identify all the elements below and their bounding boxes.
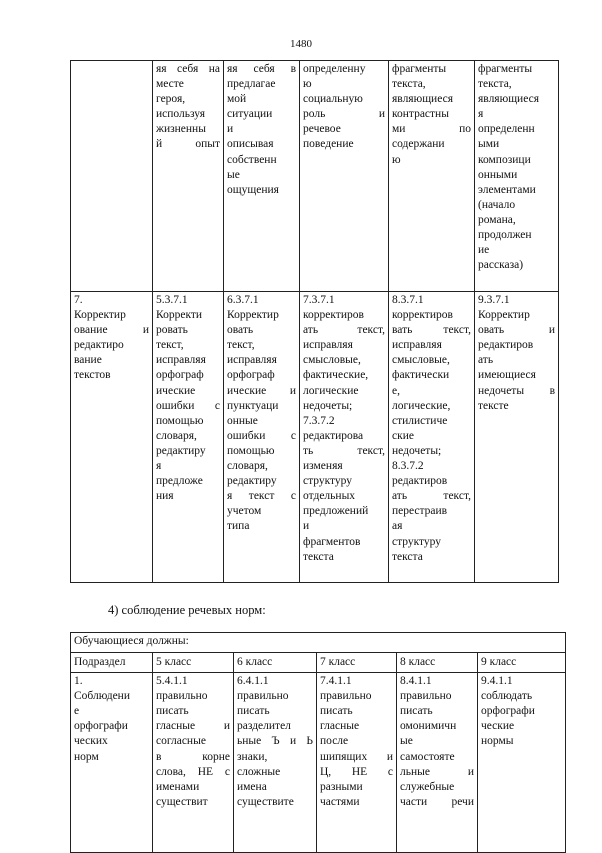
cell-text-line: героя, [156,93,186,106]
cell-text-line: стилистиче [392,414,448,427]
cell-text-line: орфограф [227,369,275,382]
cell-text-line: я [156,460,162,473]
cell-text-line: знаки, [237,750,268,763]
cell-text-line: фрагменты [478,63,533,75]
cell-text-line: редактирова [303,429,364,442]
table-cell [153,61,224,292]
cell-text-line: 9.3.7.1 [478,294,510,306]
column-header: 7 класс [317,653,397,673]
cell-text-line: 7.4.1.1 [320,675,352,688]
cell-text-line: месте [156,78,184,91]
cell-text-line: текста [303,550,334,563]
cell-text-line: отдельных [303,490,356,503]
cell-text-line: овать и [478,324,555,337]
cell-text-line: ьные Ъ и Ь [237,735,313,748]
cell-text-line: 6.4.1.1 [237,675,269,688]
cell-text-line: текста, [392,78,426,91]
cell-text-line: 7.3.7.2 [303,414,335,427]
cell-text-line: сложные [237,765,281,778]
cell-text-line: е [74,705,80,718]
cell-text-line: овать [227,324,254,337]
cell-text-line: типа [227,520,250,533]
cell-text-line: предложений [303,505,369,518]
cell-text-line: недочеты; [303,399,353,412]
table-cell [153,292,224,583]
cell-text-line: собственн [227,153,277,166]
cell-text-line: ровать [156,324,188,337]
cell-text-line: 5.4.1.1 [156,675,188,688]
cell-text-line: словаря, [156,429,197,442]
cell-text-line: вание [74,354,102,367]
cell-text-line: разделител [237,720,291,733]
learning-outcomes-table-continued [70,60,559,583]
table-cell [389,61,475,292]
cell-text-line: онными [478,168,518,181]
cell-text-line: роль и [303,108,385,121]
cell-text-line: 9.4.1.1 [481,675,513,688]
cell-text-line: 5.3.7.1 [156,294,188,306]
cell-text-line: являющиеся [478,93,539,106]
cell-text-line: орфографи [481,705,535,718]
column-header: 6 класс [234,653,317,673]
cell-text-line: разными [320,780,363,793]
cell-text-line: корректиров [392,309,453,322]
table-cell [234,673,317,853]
table-cell [71,292,153,583]
cell-text-line: нормы [481,735,514,748]
cell-text-line: композици [478,153,531,166]
cell-text-line: правильно [156,690,208,703]
cell-text-line: 8.4.1.1 [400,675,432,688]
cell-text-line: я [478,108,484,121]
cell-text-line: корректиров [303,309,364,322]
cell-text-line: смысловые, [392,354,450,367]
cell-text-line: ические и [227,384,296,397]
cell-text-line: шипящих и [320,750,393,763]
cell-text-line: исправляя [227,354,277,367]
cell-text-line: правильно [400,690,452,703]
cell-text-line: существите [237,795,294,808]
cell-text-line: яя себя в [227,63,296,75]
cell-text-line: речевое [303,123,341,136]
cell-text-line: тексте [478,399,509,412]
cell-text-line: ать текст, [392,490,471,503]
section-heading: 4) соблюдение речевых норм: [108,603,266,617]
cell-text-line: именами [156,780,200,793]
cell-text-line: ческие [481,720,515,733]
table-header-row [71,653,566,673]
cell-text-line: Корректи [156,309,203,322]
cell-text-line: ситуации [227,108,273,121]
cell-text-line: Корректир [227,309,279,322]
cell-text-line: и [227,123,234,136]
cell-text-line: после [320,735,349,748]
cell-text-line: и [303,520,310,533]
cell-text-line: ю [303,78,312,91]
cell-text-line: мой [227,93,247,106]
cell-text-line: ть текст, [303,444,385,457]
table-cell [300,61,389,292]
cell-text-line: Соблюдени [74,690,130,703]
column-header: 9 класс [478,653,566,673]
cell-text-line: ческих [74,735,108,748]
cell-text-line: определенну [303,63,366,75]
cell-text-line: существит [156,795,208,808]
cell-text-line: фрагменты [392,63,447,75]
table-cell [317,673,397,853]
cell-text-line: Корректир [74,309,126,322]
cell-text-line: вать текст, [392,324,471,337]
table-cell [224,292,300,583]
cell-text-line: исправляя [303,339,353,352]
cell-text-line: редактиро [74,339,124,352]
cell-text-line: ми по [392,123,471,136]
table-cell [153,673,234,853]
cell-text-line: содержани [392,138,445,151]
cell-text-line: 6.3.7.1 [227,294,259,306]
cell-text-line: недочеты; [392,444,442,457]
cell-text-line: перестраив [392,505,448,518]
table-cell [475,61,559,292]
cell-text-line: рассказа) [478,259,524,272]
cell-text-line: исправляя [156,354,206,367]
cell-text-line: слова, НЕ с [156,765,230,778]
cell-text-line: онные [227,414,258,427]
cell-text-line: ошибки с [227,429,296,442]
cell-text-line: смысловые, [303,354,361,367]
table-row [71,292,559,583]
cell-text-line: логические [303,384,359,397]
column-header: 5 класс [153,653,234,673]
cell-text-line: 8.3.7.1 [392,294,424,306]
cell-text-line: ование и [74,324,149,337]
table-cell [475,292,559,583]
cell-text-line: текста [392,550,423,563]
cell-text-line: структуру [303,475,353,488]
cell-text-line: ния [156,490,174,503]
cell-text-line: текстов [74,369,111,382]
cell-text-line: норм [74,750,99,763]
cell-text-line: ические [156,384,196,397]
cell-text-line: орфограф [156,369,204,382]
cell-text-line: гласные [320,720,360,733]
cell-text-line: е, [392,384,400,397]
cell-text-line: писать [156,705,189,718]
cell-text-line: ать [478,354,494,367]
cell-text-line: частями [320,795,360,808]
cell-text-line: фактически [392,369,450,382]
cell-text-line: редактиров [478,339,534,352]
cell-text-line: редактиров [392,475,448,488]
cell-text-line: поведение [303,138,354,151]
cell-text-line: предлагае [227,78,276,91]
cell-text-line: описывая [227,138,274,151]
cell-text-line: й опыт [156,138,220,151]
cell-text-line: правильно [237,690,289,703]
cell-text-line: Ц, НЕ с [320,765,393,778]
cell-text-line: согласные [156,735,206,748]
cell-text-line: жизненны [156,123,206,136]
table-row [71,673,566,853]
cell-text-line: редактиру [227,475,277,488]
cell-text-line: писать [320,705,353,718]
speech-norms-table [70,632,566,853]
cell-text-line: ые [400,735,413,748]
cell-text-line: Корректир [478,309,530,322]
column-header: 8 класс [397,653,478,673]
cell-text-line: помощью [156,414,204,427]
cell-text-line: яя себя на [156,63,220,75]
cell-text-line: текст, [156,339,184,352]
cell-text-line: писать [237,705,270,718]
cell-text-line: орфографи [74,720,128,733]
cell-text-line: имеющиеся [478,369,536,382]
cell-text-line: гласные и [156,720,230,733]
cell-text-line: ые [227,168,240,181]
cell-text-line: исправляя [392,339,442,352]
cell-text-line: являющиеся [392,93,453,106]
table-cell [71,673,153,853]
cell-text-line: предложе [156,475,203,488]
cell-text-line: я текст с [227,490,296,503]
students-should-caption: Обучающиеся должны: [71,633,566,653]
cell-text-line: фактические, [303,369,369,382]
cell-text-line: помощью [227,444,275,457]
cell-text-line: контрастны [392,108,449,121]
table-cell [389,292,475,583]
cell-text-line: романа, [478,213,516,226]
cell-text-line: служебные [400,780,455,793]
cell-text-line: соблюдать [481,690,533,703]
cell-text-line: (начало [478,198,516,211]
cell-text-line: ю [392,153,401,166]
cell-text-line: недочеты в [478,384,555,397]
cell-text-line: 1. [74,675,83,688]
cell-text-line: имена [237,780,267,793]
table-cell [478,673,566,853]
table-cell [224,61,300,292]
cell-text-line: ать текст, [303,324,385,337]
cell-text-line: словаря, [227,460,268,473]
cell-text-line: фрагментов [303,535,361,548]
cell-text-line: используя [156,108,206,121]
table-cell [71,61,153,292]
cell-text-line: ие [478,244,490,257]
cell-text-line: самостояте [400,750,455,763]
cell-text-line: 8.3.7.2 [392,460,424,473]
cell-text-line: логические, [392,399,451,412]
cell-text-line: пунктуаци [227,399,279,412]
cell-text-line: 7.3.7.1 [303,294,335,306]
cell-text-line: изменяя [303,460,343,473]
table-caption-row [71,633,566,653]
cell-text-line: ощущения [227,183,279,196]
cell-text-line: правильно [320,690,372,703]
cell-text-line: омонимичн [400,720,457,733]
cell-text-line: в корне [156,750,230,763]
table-cell [397,673,478,853]
cell-text-line: текста, [478,78,512,91]
cell-text-line: элементами [478,183,536,196]
cell-text-line: социальную [303,93,363,106]
cell-text-line: структуру [392,535,442,548]
cell-text-line: текст, [227,339,255,352]
cell-text-line: ыми [478,138,500,151]
table-cell [300,292,389,583]
cell-text-line: писать [400,705,433,718]
cell-text-line: ские [392,429,414,442]
cell-text-line: части речи [400,795,474,808]
cell-text-line: продолжен [478,229,532,242]
table-row [71,61,559,292]
cell-text-line: учетом [227,505,262,518]
cell-text-line: ая [392,520,403,533]
column-header: Подраздел [71,653,153,673]
cell-text-line: редактиру [156,444,206,457]
cell-text-line: 7. [74,294,83,306]
cell-text-line: ошибки с [156,399,220,412]
page-number: 1480 [290,38,312,50]
cell-text-line: льные и [400,765,474,778]
cell-text-line: определенн [478,123,535,136]
